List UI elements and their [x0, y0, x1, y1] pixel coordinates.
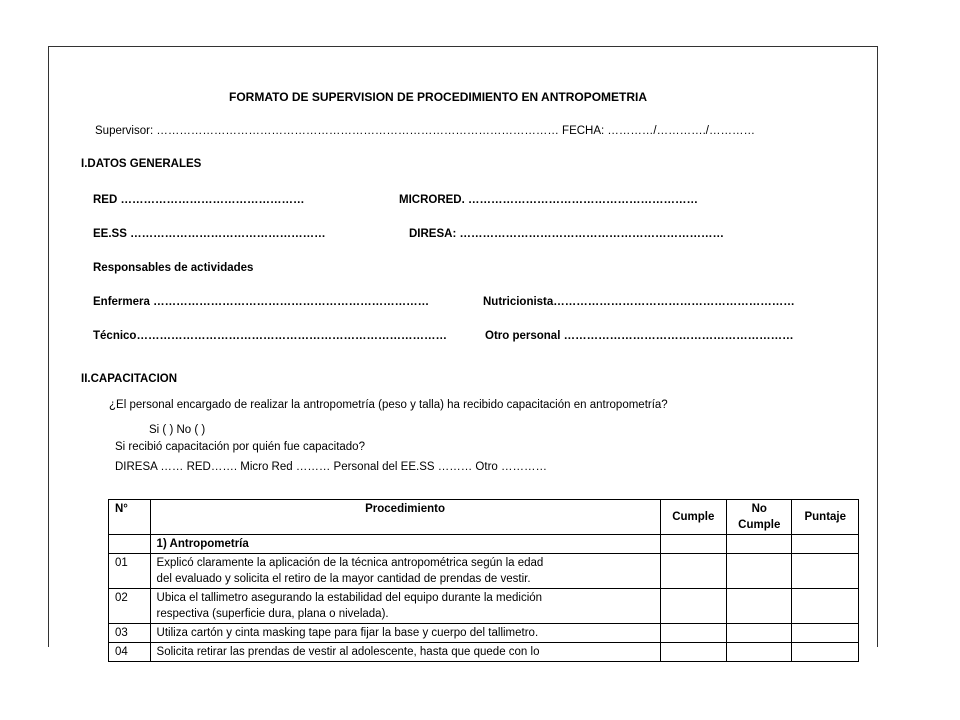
row-procedure: Solicita retirar las prendas de vestir al adolescente, hasta que quede con lo — [150, 643, 660, 662]
row-procedure-line2: del evaluado y solicita el retiro de la mayor cantidad de prendas de vestir. — [156, 573, 531, 585]
row-puntaje-cell[interactable] — [792, 624, 859, 643]
row-puntaje-cell[interactable] — [792, 554, 859, 589]
document-sheet — [48, 46, 878, 658]
header-no-cumple-line1: No — [751, 503, 767, 515]
group-puntaje-cell — [792, 535, 859, 554]
header-procedimiento: Procedimiento — [150, 500, 660, 535]
row-num: 01 — [109, 554, 151, 589]
row-num: 03 — [109, 624, 151, 643]
row-procedure-line1: Ubica el tallimetro asegurando la estabilidad del equipo durante la medición — [156, 592, 543, 604]
tecnico-field: Técnico……………………………………………………………………… — [93, 330, 447, 342]
row-no-cumple-cell[interactable] — [727, 624, 792, 643]
group-num-cell — [109, 535, 151, 554]
header-no-cumple — [727, 500, 792, 535]
otro-personal-field: Otro personal …………………………………………………… — [485, 330, 794, 342]
capacitador-options: DIRESA …… RED……. Micro Red ……… Personal del EE.SS ……… Otro ………… — [115, 461, 547, 473]
row-procedure — [150, 554, 660, 589]
enfermera-field: Enfermera ……………………………………………………………… — [93, 296, 430, 308]
section-capacitacion: II.CAPACITACION — [81, 373, 178, 385]
eess-field: EE.SS …………………………………………… — [93, 228, 326, 240]
row-num: 02 — [109, 589, 151, 624]
section-datos-generales: I.DATOS GENERALES — [81, 158, 202, 170]
header-cumple: Cumple — [660, 500, 726, 535]
row-procedure-line1: Explicó claramente la aplicación de la técnica antropométrica según la edad — [156, 557, 544, 569]
group-cumple-cell — [660, 535, 726, 554]
header-no-cumple-line2: Cumple — [738, 519, 781, 531]
row-puntaje-cell[interactable] — [792, 643, 859, 662]
responsables-label: Responsables de actividades — [93, 262, 254, 274]
nutricionista-field: Nutricionista……………………………………………………… — [483, 296, 795, 308]
si-no-options: Si ( ) No ( ) — [149, 424, 206, 436]
row-cumple-cell[interactable] — [660, 643, 726, 662]
row-procedure: Utiliza cartón y cinta masking tape para fijar la base y cuerpo del tallimetro. — [150, 624, 660, 643]
capacitacion-question: ¿El personal encargado de realizar la antropometría (peso y talla) ha recibido capacitación en antropometría? — [109, 399, 668, 411]
supervisor-line: Supervisor: …………………………………………………………………………………………… FECHA: …………/…………./………… — [95, 125, 756, 137]
table-row — [109, 589, 859, 624]
row-cumple-cell[interactable] — [660, 554, 726, 589]
row-cumple-cell[interactable] — [660, 589, 726, 624]
microred-field: MICRORED. …………………………………………………… — [399, 194, 698, 206]
row-procedure — [150, 589, 660, 624]
group-no-cumple-cell — [727, 535, 792, 554]
table-row — [109, 554, 859, 589]
diresa-field: DIRESA: …………………………………………………………… — [409, 228, 724, 240]
header-puntaje: Puntaje — [792, 500, 859, 535]
table-header-row — [109, 500, 859, 535]
row-procedure-line2: respectiva (superficie dura, plana o nivelada). — [156, 608, 389, 620]
table-group-row — [109, 535, 859, 554]
table-row — [109, 643, 859, 662]
row-no-cumple-cell[interactable] — [727, 589, 792, 624]
quien-question: Si recibió capacitación por quién fue capacitado? — [115, 441, 365, 453]
row-no-cumple-cell[interactable] — [727, 554, 792, 589]
table-row — [109, 624, 859, 643]
header-num: N° — [109, 500, 151, 535]
row-cumple-cell[interactable] — [660, 624, 726, 643]
red-field: RED ………………………………………… — [93, 194, 305, 206]
row-puntaje-cell[interactable] — [792, 589, 859, 624]
row-num: 04 — [109, 643, 151, 662]
procedure-table — [108, 499, 859, 662]
group-label: 1) Antropometría — [150, 535, 660, 554]
row-no-cumple-cell[interactable] — [727, 643, 792, 662]
document-title: FORMATO DE SUPERVISION DE PROCEDIMIENTO EN ANTROPOMETRIA — [229, 90, 648, 104]
